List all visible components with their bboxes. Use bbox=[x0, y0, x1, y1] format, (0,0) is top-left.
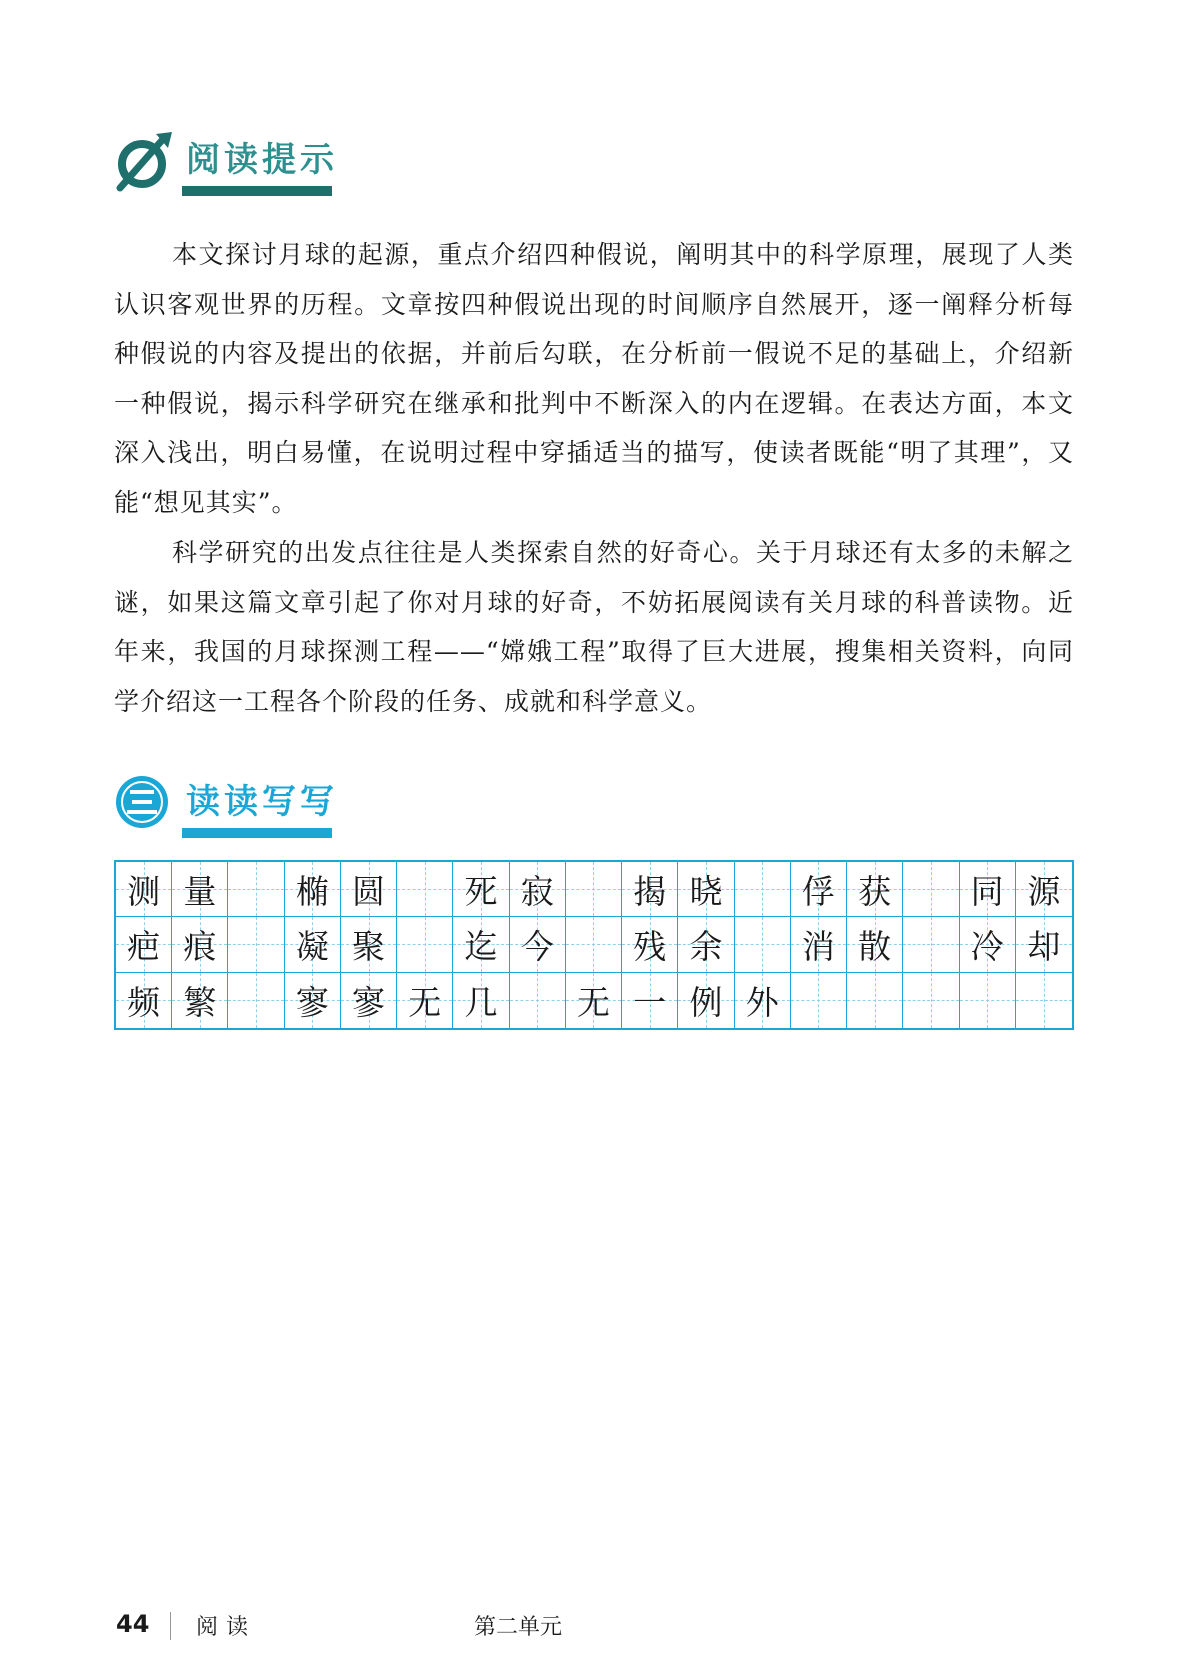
grid-character: 残 bbox=[633, 926, 667, 966]
grid-character: 疤 bbox=[127, 926, 161, 966]
grid-cell bbox=[1016, 862, 1072, 917]
grid-cell bbox=[453, 973, 509, 1028]
grid-character: 痕 bbox=[183, 926, 217, 966]
grid-character: 量 bbox=[183, 871, 217, 911]
grid-cell bbox=[453, 917, 509, 972]
grid-cell bbox=[228, 973, 284, 1028]
grid-cell bbox=[510, 862, 566, 917]
grid-cell bbox=[397, 862, 453, 917]
grid-cell bbox=[903, 862, 959, 917]
footer-section-label: 阅读 bbox=[196, 1615, 257, 1640]
grid-cell bbox=[622, 917, 678, 972]
grid-cell bbox=[172, 917, 228, 972]
grid-cell bbox=[172, 973, 228, 1028]
grid-cell bbox=[1016, 917, 1072, 972]
grid-character: 椭 bbox=[295, 871, 329, 911]
grid-character: 迄 bbox=[464, 926, 498, 966]
grid-character: 频 bbox=[127, 982, 161, 1022]
grid-cell bbox=[903, 917, 959, 972]
grid-character: 俘 bbox=[801, 871, 835, 911]
grid-cell bbox=[622, 862, 678, 917]
grid-cell bbox=[172, 862, 228, 917]
read-write-title: 读读写写 bbox=[186, 782, 338, 822]
grid-character: 晓 bbox=[689, 871, 723, 911]
reading-tip-icon bbox=[112, 130, 174, 192]
word-practice-grid bbox=[114, 860, 1074, 1030]
page-number: 44 bbox=[116, 1610, 150, 1638]
grid-character: 却 bbox=[1027, 926, 1061, 966]
grid-cell bbox=[341, 973, 397, 1028]
grid-character: 外 bbox=[745, 982, 779, 1022]
grid-cell bbox=[510, 917, 566, 972]
reading-tip-underline bbox=[182, 186, 332, 196]
grid-character: 散 bbox=[858, 926, 892, 966]
footer-unit-label: 第二单元 bbox=[474, 1615, 563, 1640]
reading-tip-title: 阅读提示 bbox=[186, 140, 338, 180]
grid-character: 死 bbox=[464, 871, 498, 911]
grid-cell bbox=[510, 973, 566, 1028]
read-write-header bbox=[112, 772, 412, 842]
grid-cell bbox=[453, 862, 509, 917]
grid-character: 凝 bbox=[295, 926, 329, 966]
page-footer bbox=[0, 1610, 1186, 1650]
grid-cell bbox=[678, 917, 734, 972]
grid-character: 例 bbox=[689, 982, 723, 1022]
grid-cell bbox=[116, 917, 172, 972]
grid-character: 消 bbox=[801, 926, 835, 966]
reading-tip-paragraph-2: 科学研究的出发点往往是人类探索自然的好奇心。关于月球还有太多的未解之谜，如果这篇文章引起了你对月球的好奇，不妨拓展阅读有关月球的科普读物。近年来，我国的月球探测工程——“嫦娥工程”取得了巨大进展，搜集相关资料，向同学介绍这一工程各个阶段的任务、成就和科学意义。 bbox=[114, 538, 1074, 716]
grid-cell bbox=[285, 917, 341, 972]
grid-cell bbox=[228, 917, 284, 972]
grid-cell bbox=[847, 917, 903, 972]
grid-cell bbox=[116, 862, 172, 917]
reading-tip-header bbox=[112, 130, 412, 200]
grid-cell bbox=[960, 973, 1016, 1028]
grid-character: 无 bbox=[576, 982, 610, 1022]
reading-tip-paragraph-1: 本文探讨月球的起源，重点介绍四种假说，阐明其中的科学原理，展现了人类认识客观世界的历程。文章按四种假说出现的时间顺序自然展开，逐一阐释分析每种假说的内容及提出的依据，并前后勾联，在分析前一假说不足的基础上，介绍新一种假说，揭示科学研究在继承和批判中不断深入的内在逻辑。在表达方面，本文深入浅出，明白易懂，在说明过程中穿插适当的描写，使读者既能“明了其理”，又能“想见其实”。 bbox=[114, 240, 1074, 517]
grid-character: 获 bbox=[858, 871, 892, 911]
grid-character: 余 bbox=[689, 926, 723, 966]
grid-cell bbox=[566, 917, 622, 972]
grid-cell bbox=[566, 973, 622, 1028]
grid-cell bbox=[1016, 973, 1072, 1028]
grid-character: 今 bbox=[520, 926, 554, 966]
grid-cell bbox=[735, 917, 791, 972]
grid-character: 揭 bbox=[633, 871, 667, 911]
grid-cell bbox=[960, 917, 1016, 972]
grid-cell bbox=[678, 862, 734, 917]
read-write-underline bbox=[182, 828, 332, 838]
grid-cell bbox=[847, 973, 903, 1028]
grid-cell bbox=[397, 917, 453, 972]
grid-character: 测 bbox=[127, 871, 161, 911]
grid-cell bbox=[116, 973, 172, 1028]
grid-character: 寂 bbox=[520, 871, 554, 911]
grid-character: 繁 bbox=[183, 982, 217, 1022]
grid-character: 同 bbox=[970, 871, 1004, 911]
grid-cell bbox=[960, 862, 1016, 917]
grid-cell bbox=[735, 862, 791, 917]
grid-cell bbox=[341, 862, 397, 917]
grid-cell bbox=[228, 862, 284, 917]
grid-character: 一 bbox=[633, 982, 667, 1022]
grid-cell bbox=[397, 973, 453, 1028]
grid-character: 圆 bbox=[352, 871, 386, 911]
grid-character: 寥 bbox=[295, 982, 329, 1022]
grid-cell bbox=[791, 973, 847, 1028]
grid-cell bbox=[791, 862, 847, 917]
grid-cell bbox=[847, 862, 903, 917]
grid-character: 几 bbox=[464, 982, 498, 1022]
grid-cell bbox=[735, 973, 791, 1028]
grid-cell bbox=[678, 973, 734, 1028]
footer-divider bbox=[170, 1612, 171, 1640]
grid-cell bbox=[566, 862, 622, 917]
grid-character: 无 bbox=[408, 982, 442, 1022]
grid-character: 聚 bbox=[352, 926, 386, 966]
grid-cell bbox=[791, 917, 847, 972]
grid-character: 冷 bbox=[970, 926, 1004, 966]
grid-cell bbox=[622, 973, 678, 1028]
grid-cell bbox=[903, 973, 959, 1028]
read-write-icon bbox=[112, 772, 174, 834]
grid-cell bbox=[285, 973, 341, 1028]
grid-character: 源 bbox=[1027, 871, 1061, 911]
grid-character: 寥 bbox=[352, 982, 386, 1022]
grid-cell bbox=[341, 917, 397, 972]
grid-cell bbox=[285, 862, 341, 917]
